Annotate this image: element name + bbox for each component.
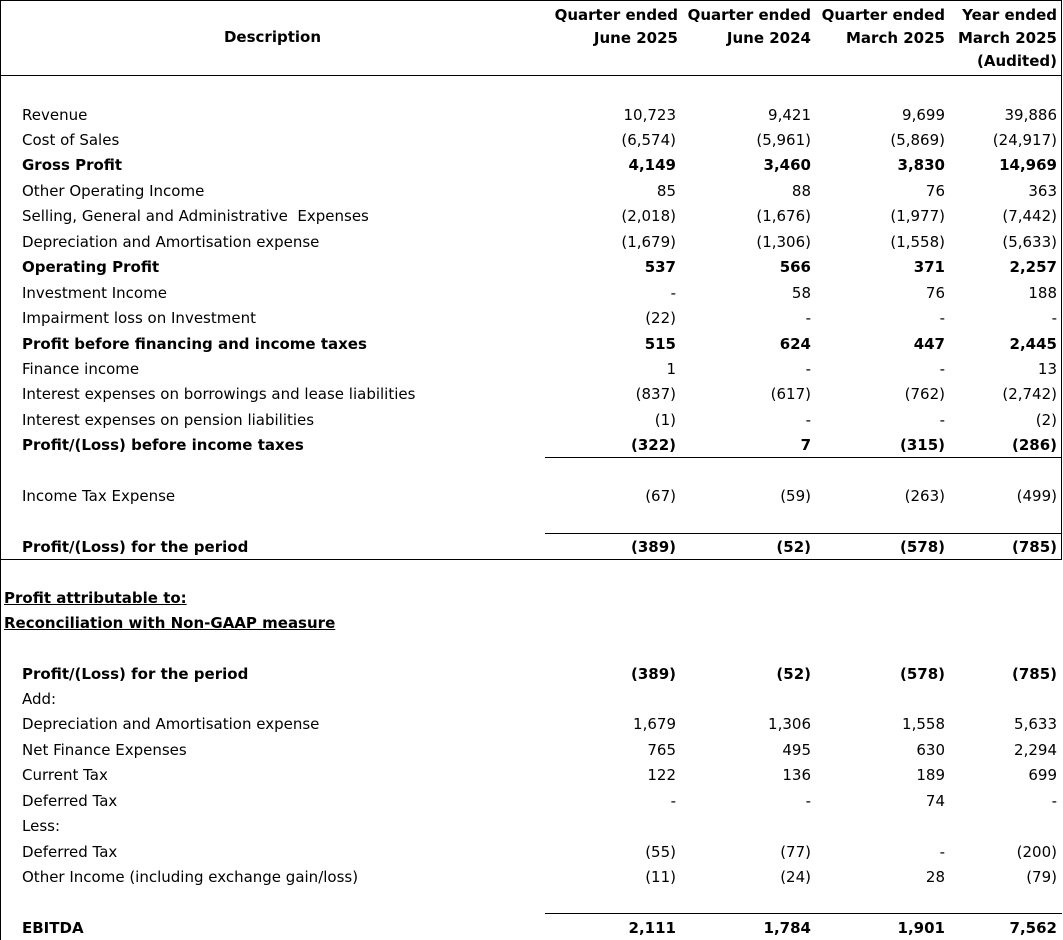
table-row <box>0 230 1063 254</box>
row-value: (499) <box>1016 487 1057 505</box>
table-row <box>0 865 1063 889</box>
row-label: Income Tax Expense <box>22 487 176 505</box>
row-label: Other Operating Income <box>22 182 205 200</box>
table-row <box>0 382 1063 406</box>
row-value: (389) <box>630 538 676 556</box>
table-row <box>0 433 1063 457</box>
row-label: Profit/(Loss) for the period <box>22 665 249 683</box>
row-value: 189 <box>916 766 945 784</box>
row-value: (785) <box>1011 538 1057 556</box>
row-value: 14,969 <box>999 156 1057 174</box>
row-value: - <box>670 792 676 810</box>
column-header-line: Quarter ended <box>554 6 678 24</box>
row-label: Other Income (including exchange gain/loss) <box>22 868 359 886</box>
row-value: 566 <box>779 258 811 276</box>
section-divider <box>0 559 1062 560</box>
row-value: - <box>805 411 811 429</box>
row-label: Add: <box>22 690 57 708</box>
table-row <box>0 814 1063 838</box>
row-value: - <box>1051 792 1057 810</box>
table-row <box>0 916 1063 940</box>
row-label: Interest expenses on borrowings and lease liabilities <box>22 385 416 403</box>
row-label: Finance income <box>22 360 140 378</box>
row-value: 699 <box>1028 766 1057 784</box>
row-value: (322) <box>630 436 676 454</box>
table-row <box>0 712 1063 736</box>
row-value: 624 <box>779 335 811 353</box>
row-value: 371 <box>913 258 945 276</box>
column-header-q1-2025 <box>543 4 678 50</box>
row-value: 136 <box>782 766 811 784</box>
table-row <box>0 153 1063 177</box>
row-value: (263) <box>904 487 945 505</box>
row-value: (6,574) <box>621 131 676 149</box>
row-label: Less: <box>22 817 61 835</box>
row-value: 2,294 <box>1014 741 1057 759</box>
row-label: Cost of Sales <box>22 131 120 149</box>
row-label: Profit before financing and income taxes <box>22 335 367 353</box>
row-value: 515 <box>644 335 676 353</box>
row-value: 13 <box>1037 360 1057 378</box>
row-value: 4,149 <box>628 156 676 174</box>
table-row <box>0 408 1063 432</box>
table-row <box>0 103 1063 127</box>
row-label: Profit/(Loss) before income taxes <box>22 436 304 454</box>
row-label: Net Finance Expenses <box>22 741 187 759</box>
row-value: 58 <box>791 284 811 302</box>
row-value: 5,633 <box>1014 715 1057 733</box>
row-value: (837) <box>635 385 676 403</box>
row-value: (578) <box>899 538 945 556</box>
row-value: (1,676) <box>756 207 811 225</box>
row-value: (762) <box>904 385 945 403</box>
row-value: (315) <box>899 436 945 454</box>
row-value: 76 <box>925 182 945 200</box>
table-row <box>0 738 1063 762</box>
row-value: 1,558 <box>902 715 945 733</box>
row-label: Gross Profit <box>22 156 123 174</box>
row-value: - <box>805 360 811 378</box>
row-value: (52) <box>776 538 811 556</box>
table-row <box>0 484 1063 508</box>
row-value: (24) <box>780 868 811 886</box>
row-value: 2,257 <box>1009 258 1057 276</box>
table-row <box>0 662 1063 686</box>
row-label: Deferred Tax <box>22 843 118 861</box>
row-value: 630 <box>916 741 945 759</box>
row-value: 1,679 <box>633 715 676 733</box>
row-value: - <box>939 309 945 327</box>
table-row <box>0 357 1063 381</box>
column-header-line: June 2025 <box>593 29 678 47</box>
row-value: 122 <box>647 766 676 784</box>
table-row <box>0 281 1063 305</box>
table-row <box>0 204 1063 228</box>
table-row <box>0 332 1063 356</box>
row-value: (79) <box>1026 868 1057 886</box>
row-value: (67) <box>645 487 676 505</box>
column-header-line: Quarter ended <box>687 6 811 24</box>
row-value: (2) <box>1035 411 1057 429</box>
row-value: 1,306 <box>768 715 811 733</box>
row-value: - <box>939 411 945 429</box>
row-value: (5,869) <box>890 131 945 149</box>
table-row <box>0 255 1063 279</box>
row-value: 188 <box>1028 284 1057 302</box>
table-row <box>0 687 1063 711</box>
row-value: (24,917) <box>992 131 1057 149</box>
row-label: Revenue <box>22 106 88 124</box>
row-value: (1,306) <box>756 233 811 251</box>
row-value: 9,421 <box>768 106 811 124</box>
description-column-header: Description <box>223 28 322 46</box>
row-value: (1,679) <box>621 233 676 251</box>
table-row <box>0 789 1063 813</box>
row-value: 2,445 <box>1009 335 1057 353</box>
row-value: (1) <box>654 411 676 429</box>
table-row <box>0 306 1063 330</box>
row-value: (59) <box>780 487 811 505</box>
column-header-line: (Audited) <box>977 52 1057 70</box>
column-header-q1-2024 <box>676 4 811 50</box>
row-value: (2,018) <box>621 207 676 225</box>
row-value: 7 <box>800 436 811 454</box>
row-label: EBITDA <box>22 919 84 937</box>
row-value: - <box>805 309 811 327</box>
table-row <box>0 179 1063 203</box>
row-label: Profit attributable to: <box>4 589 187 607</box>
table-right-border <box>1061 0 1062 560</box>
row-value: 363 <box>1028 182 1057 200</box>
row-value: (617) <box>770 385 811 403</box>
column-header-line: March 2025 <box>846 29 945 47</box>
row-value: 495 <box>782 741 811 759</box>
row-value: (200) <box>1016 843 1057 861</box>
row-label: Operating Profit <box>22 258 160 276</box>
row-label: Profit/(Loss) for the period <box>22 538 249 556</box>
row-label: Impairment loss on Investment <box>22 309 256 327</box>
row-label: Deferred Tax <box>22 792 118 810</box>
subtotal-rule <box>545 457 1062 458</box>
row-label: Investment Income <box>22 284 167 302</box>
row-label: Reconciliation with Non-GAAP measure <box>4 614 336 632</box>
row-value: (578) <box>899 665 945 683</box>
row-label: Selling, General and Administrative Expenses <box>22 207 369 225</box>
row-value: - <box>939 360 945 378</box>
row-value: (77) <box>780 843 811 861</box>
row-value: (286) <box>1011 436 1057 454</box>
column-header-line: June 2024 <box>726 29 811 47</box>
row-value: (11) <box>645 868 676 886</box>
row-label: Current Tax <box>22 766 108 784</box>
row-label: Depreciation and Amortisation expense <box>22 715 320 733</box>
row-value: - <box>670 284 676 302</box>
row-value: (55) <box>645 843 676 861</box>
row-value: 765 <box>647 741 676 759</box>
row-value: (22) <box>645 309 676 327</box>
column-header-line: Year ended <box>962 6 1057 24</box>
row-value: 1,901 <box>897 919 945 937</box>
row-value: (52) <box>776 665 811 683</box>
table-row <box>0 128 1063 152</box>
section-heading <box>0 611 1063 635</box>
row-value: 85 <box>656 182 676 200</box>
row-value: (785) <box>1011 665 1057 683</box>
row-value: 537 <box>644 258 676 276</box>
row-value: 3,460 <box>763 156 811 174</box>
column-header-line: Quarter ended <box>821 6 945 24</box>
row-value: 1,784 <box>763 919 811 937</box>
column-header-line: March 2025 <box>958 29 1057 47</box>
row-value: - <box>1051 309 1057 327</box>
row-value: 1 <box>666 360 676 378</box>
table-row <box>0 763 1063 787</box>
row-value: 28 <box>925 868 945 886</box>
row-value: (1,558) <box>890 233 945 251</box>
header-divider <box>0 75 1062 76</box>
row-value: - <box>805 792 811 810</box>
row-value: 76 <box>925 284 945 302</box>
row-label: Depreciation and Amortisation expense <box>22 233 320 251</box>
section-heading <box>0 586 1063 610</box>
table-top-border <box>0 0 1062 1</box>
column-header-fy-2025 <box>922 4 1057 73</box>
row-value: 7,562 <box>1009 919 1057 937</box>
row-value: (389) <box>630 665 676 683</box>
table-row <box>0 535 1063 559</box>
row-value: (1,977) <box>890 207 945 225</box>
row-value: (5,633) <box>1002 233 1057 251</box>
row-label: Interest expenses on pension liabilities <box>22 411 315 429</box>
row-value: 2,111 <box>628 919 676 937</box>
row-value: (2,742) <box>1002 385 1057 403</box>
row-value: 88 <box>791 182 811 200</box>
subtotal-rule <box>545 913 1062 914</box>
row-value: - <box>939 843 945 861</box>
row-value: 3,830 <box>897 156 945 174</box>
row-value: 9,699 <box>902 106 945 124</box>
subtotal-rule <box>545 533 1062 534</box>
row-value: 447 <box>913 335 945 353</box>
row-value: (5,961) <box>756 131 811 149</box>
table-row <box>0 840 1063 864</box>
row-value: 39,886 <box>1004 106 1057 124</box>
row-value: 10,723 <box>623 106 676 124</box>
row-value: 74 <box>925 792 945 810</box>
row-value: (7,442) <box>1002 207 1057 225</box>
